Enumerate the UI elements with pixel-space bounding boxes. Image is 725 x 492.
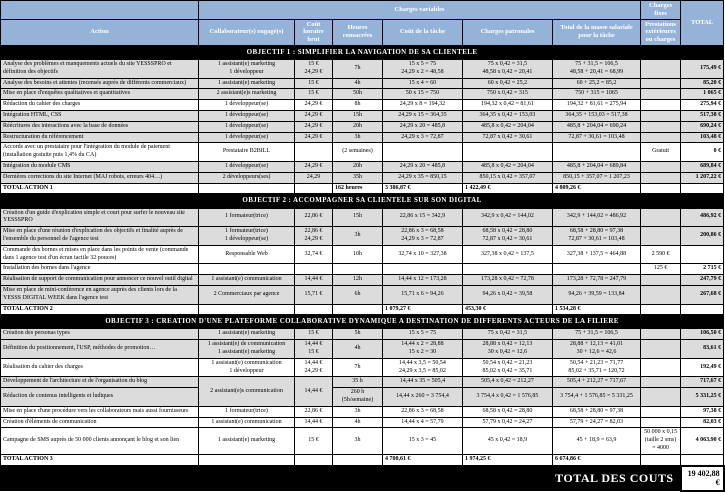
cell-hourly-rate: 24,29 € <box>295 100 333 111</box>
cell-total-charges: 1 974,25 € <box>463 454 553 465</box>
cell-hourly-rate: 15 € <box>295 428 333 454</box>
cell-hours: 3h <box>333 132 383 143</box>
cell-external-charges <box>641 111 681 122</box>
cell-external-charges: Gratuit <box>641 143 681 162</box>
cell-total-label: TOTAL ACTION 3 <box>1 454 199 465</box>
cell-action: Rédaction de contenus intelligents et ludiques <box>1 388 199 407</box>
cell-hours: (2 semaines) <box>333 143 383 162</box>
cell-employer-charges <box>463 143 553 162</box>
cell-task-cost: 24,29 x 35 = 850,15 <box>383 172 463 183</box>
cell-total-charges: 1 422,49 € <box>463 183 553 194</box>
cell-employer-charges: 75 x 0,42 = 31,5 <box>463 329 553 340</box>
cell-employer-charges: 68,58 x 0,42 = 28,80 72,87 x 0,42 = 30,61 <box>463 227 553 246</box>
cell-total: 486,92 € <box>681 208 724 227</box>
table-header <box>1 1 724 46</box>
cell-empty <box>641 304 681 315</box>
grand-total-row <box>1 466 724 491</box>
cell-task-cost: 22,86 x 3 = 68,58 24,29 x 3 = 72,87 <box>383 227 463 246</box>
cell-employer-charges: 50,54 x 0,42 = 21,23 85,02 x 0,42 = 35,71 <box>463 358 553 377</box>
col-header-cout-tache: Coût de la tâche <box>383 19 463 45</box>
cell-hourly-rate: 15 € <box>295 78 333 89</box>
cell-collaborators: 1 assistant(e) marketing 1 développeur <box>199 60 295 79</box>
table-row <box>1 388 724 407</box>
cell-action: Rédaction du cahier des charges <box>1 100 199 111</box>
cell-total: 2 715 € <box>681 264 724 275</box>
cell-hourly-rate: 22,86 € 24,29 € <box>295 227 333 246</box>
cell-action: Définition du positionnement, l'USP, méthodes de promotion… <box>1 340 199 359</box>
cell-hourly-rate: 24,29 € <box>295 121 333 132</box>
cell-action: Mise en place d'une procédure vers les collaborateurs mais aussi fournisseurs <box>1 406 199 417</box>
section-title: OBJECTIF 1 : SIMPLIFIER LA NAVIGATION DE SA CLIENTELE <box>1 45 724 59</box>
cell-empty <box>295 183 333 194</box>
cell-employer-charges: 75 x 0,42 = 31,5 48,58 x 0,42 = 20,41 <box>463 60 553 79</box>
cell-employer-charges: 57,79 x 0,42 = 24,27 <box>463 417 553 428</box>
cell-task-cost: 14,44 x 260 = 3 754,4 <box>383 388 463 407</box>
cell-external-charges <box>641 388 681 407</box>
cell-hourly-rate: 22,86 € <box>295 406 333 417</box>
cell-employer-charges <box>463 264 553 275</box>
header-row-groups <box>1 1 724 20</box>
cell-employer-charges: 342,9 x 0,42 = 144,02 <box>463 208 553 227</box>
cell-hours: 7h <box>333 60 383 79</box>
cell-payroll-total: 485,8 + 204,04 = 689,84 <box>553 162 641 173</box>
cell-hours: 10h <box>333 245 383 264</box>
cell-task-cost: 15,71 x 6 = 94,26 <box>383 285 463 304</box>
cell-employer-charges: 68,58 x 0,42 = 28,80 <box>463 406 553 417</box>
cell-external-charges <box>641 329 681 340</box>
cell-action: Campagne de SMS auprès de 50 000 clients annonçant le blog et son lien <box>1 428 199 454</box>
section-header-row <box>1 45 724 59</box>
cell-payroll-total: 45 + 18,9 = 63,9 <box>553 428 641 454</box>
cell-payroll-total: 68,58 + 28,80 = 97,38 <box>553 406 641 417</box>
cell-external-charges <box>641 406 681 417</box>
cell-hourly-rate: 15 € <box>295 89 333 100</box>
cell-hours: 3h <box>333 227 383 246</box>
cell-collaborators: Prestataire B2BILL <box>199 143 295 162</box>
grand-total-value: 19 402,88 € <box>681 466 724 491</box>
cell-payroll-total: 850,15 + 357,07 = 1 207,23 <box>553 172 641 183</box>
cell-total: 175,49 € <box>681 60 724 79</box>
cell-total: 275,94 € <box>681 100 724 111</box>
col-header-prestations: Prestations extérieures ou charges <box>641 19 681 45</box>
corner-cell <box>1 1 199 20</box>
cell-collaborators: 1 assistant(e) communication <box>199 417 295 428</box>
table-row <box>1 340 724 359</box>
cell-total-cost: 3 386,87 € <box>383 183 463 194</box>
cell-hourly-rate: 22,86 € <box>295 208 333 227</box>
cell-total: 689,84 € <box>681 162 724 173</box>
cell-total-charges: 453,30 € <box>463 304 553 315</box>
charges-variables-header: Charges variables <box>199 1 641 20</box>
section-title: OBJECTIF 2 : ACCOMPAGNER SA CLIENTELE SUR SON DIGITAL <box>1 194 724 208</box>
cell-total-hours: 162 heures <box>333 183 383 194</box>
cell-external-charges: 2 590 € <box>641 245 681 264</box>
cell-empty <box>295 304 333 315</box>
cell-external-charges <box>641 172 681 183</box>
cell-action: Analyse des problèmes et manquements actuels du site YESSSPRO et définition des objectifs <box>1 60 199 79</box>
cell-hours: 50h <box>333 89 383 100</box>
cell-empty <box>199 304 295 315</box>
total-column-header: TOTAL <box>681 1 724 46</box>
cell-payroll-total: 68,58 + 28,80 = 97,38 72,87 + 30,61 = 103,48 <box>553 227 641 246</box>
cell-action: Création des personas types <box>1 329 199 340</box>
cell-payroll-total: 28,88 + 12,13 = 41,01 30 + 12,6 = 42,6 <box>553 340 641 359</box>
cell-hourly-rate: 14,44 € <box>295 377 333 406</box>
cell-total: 200,86 € <box>681 227 724 246</box>
cell-empty <box>295 454 333 465</box>
table-row <box>1 172 724 183</box>
cell-employer-charges: 327,38 x 0,42 = 137,5 <box>463 245 553 264</box>
cell-collaborators: 1 formateur(trice) <box>199 406 295 417</box>
cell-hours: 5h <box>333 329 383 340</box>
charges-fixes-header: Charges fixes <box>641 1 681 20</box>
cell-action: Intégration HTML, CSS <box>1 111 199 122</box>
cell-hourly-rate <box>295 143 333 162</box>
cell-total: 85,20 € <box>681 78 724 89</box>
cell-payroll-total: 94,26 + 39,59 = 133,84 <box>553 285 641 304</box>
cell-total: 1 065 € <box>681 89 724 100</box>
table-row <box>1 111 724 122</box>
cell-task-cost: 14,44 x 4 = 57,79 <box>383 417 463 428</box>
table-row <box>1 275 724 286</box>
cell-payroll-total: 50,54 + 21,23 = 71,77 85,02 + 35,71 = 120,72 <box>553 358 641 377</box>
cell-action: Intégration du module CMS <box>1 162 199 173</box>
cell-grand-total: 10 674,83 € <box>681 454 724 465</box>
cell-action: Création d'un guide d'explication simple et court pour surfer le nouveau site YESSSPRO <box>1 208 199 227</box>
cell-employer-charges: 94,26 x 0,42 = 39,58 <box>463 285 553 304</box>
cell-empty <box>199 454 295 465</box>
section-header-row <box>1 315 724 329</box>
cell-action: Commande des bornes et mises en place dans les points de vente (commande dans 1 agence test d'un écran tactile 32 pouces) <box>1 245 199 264</box>
cell-action: Dernières corrections du site Internet (MAJ robots, erreurs 404…) <box>1 172 199 183</box>
cell-collaborators: 1 assistant(e) marketing <box>199 78 295 89</box>
cell-external-charges <box>641 285 681 304</box>
cell-employer-charges: 485,8 x 0,42 = 204,04 <box>463 162 553 173</box>
cell-task-cost: 15 x 5 = 75 24,29 x 2 = 48,58 <box>383 60 463 79</box>
cell-hourly-rate: 14,44 € <box>295 275 333 286</box>
cell-employer-charges: 485,8 x 0,42 = 204,04 <box>463 121 553 132</box>
cell-action: Développement de l'architecture et de l'organisation du blog <box>1 377 199 388</box>
cell-total-label: TOTAL ACTION 2 <box>1 304 199 315</box>
cell-empty <box>641 183 681 194</box>
table-row <box>1 285 724 304</box>
cell-hours: 3h <box>333 428 383 454</box>
cell-total: 82,03 € <box>681 417 724 428</box>
col-header-charges-patronales: Charges patronales <box>463 19 553 45</box>
cell-task-cost: 15 x 4 = 60 <box>383 78 463 89</box>
cell-external-charges <box>641 377 681 388</box>
cell-payroll-total: 75 + 31,5 = 106,5 48,58 + 20,41 = 68,99 <box>553 60 641 79</box>
cell-collaborators: 1 formateur(trice) <box>199 208 295 227</box>
cell-task-cost: 14,44 x 35 = 505,4 <box>383 377 463 388</box>
cell-hourly-rate: 14,44 € <box>295 417 333 428</box>
cell-task-cost: 24,29 x 20 = 485,8 <box>383 162 463 173</box>
cell-empty <box>199 183 295 194</box>
cell-hours: 260 h (5h/semaine) <box>333 388 383 407</box>
cell-action: Création d'éléments de communication <box>1 417 199 428</box>
cell-payroll-total <box>553 264 641 275</box>
cell-task-cost: 22,86 x 15 = 342,9 <box>383 208 463 227</box>
cell-payroll-total <box>553 143 641 162</box>
total-action-row <box>1 304 724 315</box>
cell-hourly-rate: 24,29 € <box>295 162 333 173</box>
cell-hours: 7h <box>333 358 383 377</box>
cell-task-cost: 22,86 x 3 = 68,58 <box>383 406 463 417</box>
cell-total: 267,68 € <box>681 285 724 304</box>
cell-collaborators: Responsable Web <box>199 245 295 264</box>
cell-hours: 4h <box>333 78 383 89</box>
cell-task-cost: 15 x 3 = 45 <box>383 428 463 454</box>
cell-hours: 4h <box>333 417 383 428</box>
section-header-row <box>1 194 724 208</box>
cell-hourly-rate: 32,74 € <box>295 245 333 264</box>
cell-empty <box>641 454 681 465</box>
cell-task-cost: 24,29 x 3 = 72,87 <box>383 132 463 143</box>
cell-total <box>681 245 724 264</box>
cell-task-cost: 24,29 x 15 = 364,35 <box>383 111 463 122</box>
cell-task-cost: 14,44 x 2 = 28,88 15 x 2 = 30 <box>383 340 463 359</box>
table-row <box>1 406 724 417</box>
cell-task-cost <box>383 143 463 162</box>
table-row <box>1 358 724 377</box>
cell-grand-total: 3 918,26 € <box>681 304 724 315</box>
cell-total-label: TOTAL ACTION 1 <box>1 183 199 194</box>
cell-collaborators: 1 développeur(se) <box>199 121 295 132</box>
cell-external-charges <box>641 358 681 377</box>
cell-hours: 15h <box>333 208 383 227</box>
cell-external-charges <box>641 227 681 246</box>
cell-payroll-total: 57,79 + 24,27 = 82,03 <box>553 417 641 428</box>
cell-external-charges <box>641 132 681 143</box>
table-footer <box>1 466 724 491</box>
cell-external-charges <box>641 417 681 428</box>
col-header-action: Action <box>1 19 199 45</box>
cell-external-charges <box>641 275 681 286</box>
cell-external-charges: 125 € <box>641 264 681 275</box>
cell-total: 5 331,25 € <box>681 388 724 407</box>
cell-employer-charges: 45 x 0,42 = 18,9 <box>463 428 553 454</box>
cell-external-charges: 50 000 x 0,15 (taille 2 sms) = 4000 <box>641 428 681 454</box>
cell-total: 4 063,90 € <box>681 428 724 454</box>
cell-hours: 35 h <box>333 377 383 388</box>
cell-task-cost <box>383 264 463 275</box>
cell-collaborators: 1 développeur(se) <box>199 132 295 143</box>
cell-payroll-total: 485,8 + 204,04 = 690,24 <box>553 121 641 132</box>
cell-total: 517,38 € <box>681 111 724 122</box>
cell-payroll-total: 75 + 31,5 = 106,5 <box>553 329 641 340</box>
cell-action: Mise en place d'une réunion d'explication des objectifs et finalité auprès de l'ensemble du personnel de l'agence test <box>1 227 199 246</box>
cell-employer-charges: 3 754,4 x 0,42 = 1 576,85 <box>463 388 553 407</box>
cell-payroll-total: 364,35 + 153,03 = 517,38 <box>553 111 641 122</box>
cell-employer-charges: 364,35 x 0,42 = 153,03 <box>463 111 553 122</box>
cell-hours <box>333 264 383 275</box>
cell-hourly-rate: 24,29 € <box>295 111 333 122</box>
cell-external-charges <box>641 340 681 359</box>
table-row <box>1 132 724 143</box>
grand-total-label: TOTAL DES COUTS <box>555 471 674 486</box>
cell-employer-charges: 194,32 x 0,42 = 81,61 <box>463 100 553 111</box>
cell-external-charges <box>641 100 681 111</box>
table-row <box>1 245 724 264</box>
cell-hours: 6h <box>333 285 383 304</box>
cell-payroll-total: 327,38 + 137,5 = 464,88 <box>553 245 641 264</box>
total-action-row <box>1 454 724 465</box>
cell-action: Restructuration du référencement <box>1 132 199 143</box>
cell-hourly-rate: 24,29 € <box>295 132 333 143</box>
cell-hourly-rate <box>295 264 333 275</box>
cell-hourly-rate: 15 € 24,29 € <box>295 60 333 79</box>
cell-total-hours <box>333 454 383 465</box>
cell-grand-total: 4 809,79 € <box>681 183 724 194</box>
cell-action: Mise en place de mini-conférence en agence auprès des clients lors de la YESSS DIGITAL WEEK dans l'agence test <box>1 285 199 304</box>
total-action-row <box>1 183 724 194</box>
table-row <box>1 208 724 227</box>
cell-total-hours <box>333 304 383 315</box>
cell-total: 103,48 € <box>681 132 724 143</box>
cell-collaborators: 1 assistant(e) marketing <box>199 329 295 340</box>
header-row-columns <box>1 19 724 45</box>
cell-hours: 4h <box>333 340 383 359</box>
cell-total-payroll: 4 809,26 € <box>553 183 641 194</box>
cell-payroll-total: 3 754,4 + 1 576,85 = 5 331,25 <box>553 388 641 407</box>
table-row <box>1 143 724 162</box>
table-row <box>1 100 724 111</box>
col-header-collaborateurs: Collaborateur(s) engagé(s) <box>199 19 295 45</box>
table-row <box>1 329 724 340</box>
table-row <box>1 162 724 173</box>
cell-hours: 12h <box>333 275 383 286</box>
cell-task-cost: 50 x 15 = 750 <box>383 89 463 100</box>
cell-external-charges <box>641 60 681 79</box>
cell-collaborators: 1 assistant(e) communication 1 développeur <box>199 358 295 377</box>
cell-employer-charges: 28,88 x 0,42 = 12,13 30 x 0,42 = 12,6 <box>463 340 553 359</box>
cell-collaborators: 2 développeurs(ses) <box>199 172 295 183</box>
cell-collaborators: 2 Commerciaux par agence <box>199 285 295 304</box>
cell-total: 83,61 € <box>681 340 724 359</box>
cell-total: 247,79 € <box>681 275 724 286</box>
cell-external-charges <box>641 162 681 173</box>
col-header-cout-horaire: Coût horaire brut <box>295 19 333 45</box>
cell-action: Accords avec un prestataire pour l'intégration du module de paiement (installation gratuite puis 1,4% du CA) <box>1 143 199 162</box>
cell-action: Installation des bornes dans l'agence <box>1 264 199 275</box>
cell-hours: 15h <box>333 111 383 122</box>
cell-collaborators: 1 développeur(se) <box>199 100 295 111</box>
cell-action: Réalisation de support de communication pour annoncer ce nouvel outil digital <box>1 275 199 286</box>
cell-action: Analyse des besoins et attentes (recensés auprès de différents commerciaux) <box>1 78 199 89</box>
cell-hours: 20h <box>333 162 383 173</box>
cell-total-payroll: 6 674,86 € <box>553 454 641 465</box>
cell-hourly-rate: 14,44 € 15 € <box>295 340 333 359</box>
table-row <box>1 227 724 246</box>
cell-collaborators <box>199 264 295 275</box>
cell-collaborators: 1 assistant(e) marketing <box>199 428 295 454</box>
cell-payroll-total: 194,32 + 81,61 = 275,94 <box>553 100 641 111</box>
cell-external-charges <box>641 208 681 227</box>
cell-employer-charges: 850,15 x 0,42 = 357,07 <box>463 172 553 183</box>
cell-payroll-total: 173,28 + 72,78 = 247,79 <box>553 275 641 286</box>
cell-employer-charges: 72,87 x 0,42 = 30,61 <box>463 132 553 143</box>
cell-hours: 8h <box>333 100 383 111</box>
cell-external-charges <box>641 89 681 100</box>
cell-collaborators: 2 assistant(e)s communication <box>199 377 295 406</box>
cell-task-cost: 15 x 5 = 75 <box>383 329 463 340</box>
cell-employer-charges: 750 x 0,42 = 315 <box>463 89 553 100</box>
cell-employer-charges: 505,4 x 0,42 = 212,27 <box>463 377 553 388</box>
cell-total-cost: 1 079,27 € <box>383 304 463 315</box>
cell-action: Mise en place d'enquêtes qualitatives et quantitatives <box>1 89 199 100</box>
table-row <box>1 78 724 89</box>
cell-total: 690,24 € <box>681 121 724 132</box>
cell-payroll-total: 72,87 + 30,61 = 103,48 <box>553 132 641 143</box>
cell-collaborators: 2 assistant(e)s marketing <box>199 89 295 100</box>
cell-task-cost: 24,29 x 8 = 194,32 <box>383 100 463 111</box>
cell-hourly-rate: 15,71 € <box>295 285 333 304</box>
cell-action: Réalisation du cahier des charges <box>1 358 199 377</box>
cell-hourly-rate: 24,29 <box>295 172 333 183</box>
cell-total: 717,67 € <box>681 377 724 388</box>
cell-task-cost: 32,74 x 10 = 327,38 <box>383 245 463 264</box>
cell-hours: 20h <box>333 121 383 132</box>
cell-total: 0 € <box>681 143 724 162</box>
cell-payroll-total: 750 + 315 = 1065 <box>553 89 641 100</box>
table-row <box>1 264 724 275</box>
cell-task-cost: 24,29 x 20 = 485,8 <box>383 121 463 132</box>
cell-total: 192,49 € <box>681 358 724 377</box>
cell-total: 1 207,22 € <box>681 172 724 183</box>
cell-external-charges <box>641 78 681 89</box>
cell-collaborators: 1 développeur(se) <box>199 162 295 173</box>
cell-payroll-total: 342,9 + 144,02 = 486,92 <box>553 208 641 227</box>
cell-task-cost: 14,44 x 12 = 173,28 <box>383 275 463 286</box>
table-body <box>1 45 724 465</box>
cell-collaborators: 1 développeur(se) <box>199 111 295 122</box>
table-row <box>1 377 724 388</box>
cell-hours: 3h <box>333 406 383 417</box>
cell-task-cost: 14,44 x 3,5 = 50,54 24,29 x 3,5 = 85,02 <box>383 358 463 377</box>
table-row <box>1 428 724 454</box>
cell-collaborators: 1 assistant(e) communication <box>199 275 295 286</box>
cell-payroll-total: 60 + 25,2 = 85,2 <box>553 78 641 89</box>
cell-employer-charges: 60 x 0,42 = 25,2 <box>463 78 553 89</box>
cell-hours: 35h <box>333 172 383 183</box>
table-row <box>1 89 724 100</box>
cell-external-charges <box>641 121 681 132</box>
col-header-heures: Heures consacrées <box>333 19 383 45</box>
cell-hourly-rate: 15 € <box>295 329 333 340</box>
col-header-masse-salariale: Total de la masse salariale pour la tâche <box>553 19 641 45</box>
cell-collaborators: 1 assistant(e) de communication 1 assistant(e) marketing <box>199 340 295 359</box>
cell-total: 97,38 € <box>681 406 724 417</box>
table-row <box>1 417 724 428</box>
cell-action: Réécritures des interactions avec la base de données <box>1 121 199 132</box>
table-row <box>1 60 724 79</box>
cell-total-payroll: 1 534,28 € <box>553 304 641 315</box>
cell-hourly-rate: 14,44 € 24,29 € <box>295 358 333 377</box>
cell-total: 106,50 € <box>681 329 724 340</box>
section-title: OBJECTIF 3 : CREATION D'UNE PLATEFORME COLLABORATIVE DYNAMIQUE A DESTINATION DE DIFFERENTS ACTEURS DE LA FILIERE <box>1 315 724 329</box>
cell-total-cost: 4 700,61 € <box>383 454 463 465</box>
grand-total-label-cell <box>1 466 681 491</box>
table-row <box>1 121 724 132</box>
cell-payroll-total: 505,4 + 212,27 = 717,67 <box>553 377 641 388</box>
cell-collaborators: 1 formateur(trice) 1 développeur(se) <box>199 227 295 246</box>
cell-employer-charges: 173,28 x 0,42 = 72,78 <box>463 275 553 286</box>
